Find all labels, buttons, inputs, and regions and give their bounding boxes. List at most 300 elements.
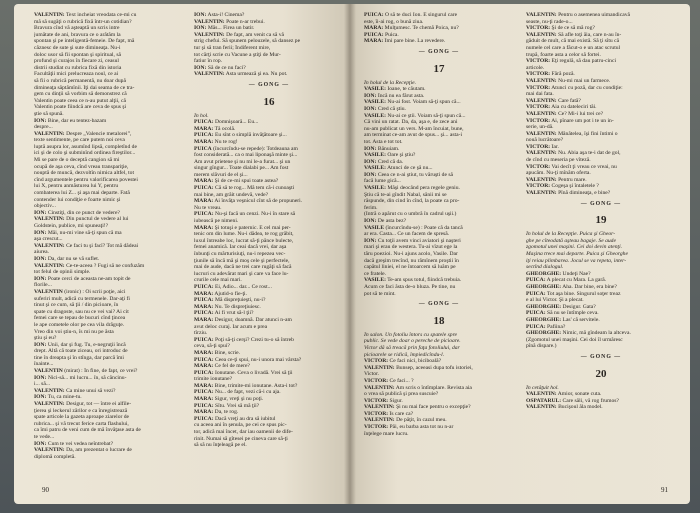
dialogue-text: combaterea lui Z... şi aşa mai departe. Fată: [34, 190, 130, 197]
dialogue-text: le ape cometele olor pe cea vila drăguţe.: [34, 321, 125, 328]
dialogue-text: Bucişoul ăla model.: [556, 404, 603, 411]
dialogue-text: Fără poză.: [550, 71, 575, 78]
dialogue-line: [194, 343, 344, 350]
speaker-name: MARA:: [194, 303, 214, 310]
dialogue-line: [364, 93, 514, 100]
dialogue-line: [34, 243, 184, 250]
dialogue-text: objectiv...: [34, 203, 56, 210]
dialogue-text: Cum te vei vedea neîntrebat?: [46, 440, 114, 447]
left-column-1: [34, 12, 184, 490]
dialogue-line: [34, 157, 184, 164]
speaker-name: PUICA:: [194, 402, 214, 409]
dialogue-text: Unii, dar şi fug. Tu, e-negruţii încă: [46, 341, 126, 348]
dialogue-text: Nimic, mă gîndeam la altceva.: [561, 330, 631, 337]
speaker-name: VALENTIN:: [526, 404, 557, 411]
dialogue-line: [34, 131, 184, 138]
dialogue-text: ţierea şi leckerul zărilor e ca înregistrează: [34, 407, 128, 414]
dialogue-text: drept. Altă că toate ziceau, ori introduc de: [34, 348, 128, 355]
stage-direction: În hol.: [194, 112, 209, 119]
speaker-name: MARA:: [194, 290, 214, 297]
dialogue-line: [34, 230, 184, 237]
speaker-name: VALENTIN:: [34, 130, 65, 137]
speaker-name: PUICA: [194, 145, 212, 152]
dialogue-line: [526, 38, 676, 45]
speaker-name: VASILE:: [364, 277, 386, 284]
right-column-1: [364, 12, 514, 490]
dialogue-text: Ai învăţa veşnicul cînt să de propuneri.: [213, 198, 303, 205]
speaker-name: ION:: [34, 341, 47, 348]
dialogue-line: [364, 371, 514, 378]
dialogue-text: femei anamică. Iar ceai dacă vrei, dar aşa: [194, 244, 287, 251]
dialogue-text: Ioane, te căutam.: [385, 86, 426, 93]
dialogue-text: i... să...: [34, 381, 51, 388]
dialogue-line: [34, 170, 184, 177]
page-number-left: 90: [42, 486, 49, 494]
right-page: [350, 4, 690, 504]
dialogue-line: [34, 65, 184, 72]
dialogue-line: [34, 210, 184, 217]
dialogue-text: mari şi erau de westera. Tu-ai vîzut ege la: [364, 244, 458, 251]
dialogue-line: [526, 271, 676, 278]
dialogue-text: Mă dispreţuieşti, nu-i?: [213, 297, 266, 304]
dialogue-line: [34, 164, 184, 171]
dialogue-text: Eţi regulă, să dau patru-cinci: [550, 58, 616, 65]
dialogue-text: Da, te rog.: [213, 409, 239, 416]
dialogue-text: femei care se tepau de bucuri cînd ţincea: [34, 315, 126, 322]
dialogue-line: [364, 431, 514, 438]
dialogue-line: [194, 277, 344, 284]
dialogue-line: [34, 375, 184, 382]
dialogue-text: Cred că da.: [376, 158, 404, 165]
dialogue-line: [34, 144, 184, 151]
dialogue-text: mă să sugăţi o rubrică fixă într-un cotidian?: [34, 18, 132, 25]
dialogue-line: [194, 205, 344, 212]
dialogue-text: A plecat cu Mara. La gară.: [545, 277, 607, 284]
speaker-name: VALENTIN:: [364, 417, 395, 424]
stage-direction: În cetăţuit hol.: [526, 384, 559, 391]
dialogue-line: [364, 185, 514, 192]
dialogue-line: [526, 104, 676, 111]
speaker-name: VASILE:: [364, 165, 386, 172]
dialogue-text: fost considerată... ca o mai liponaşă minte şi...: [194, 152, 298, 159]
dialogue-line: [364, 119, 514, 126]
dialogue-text: Nu te vreau.: [194, 204, 222, 211]
dialogue-text: tur şi să tran ferii; Îndiferent mire,: [194, 44, 271, 51]
dialogue-line: [194, 25, 344, 32]
dialogue-text: Ce? Mi-i lui trei ce?: [556, 110, 604, 117]
dialogue-text: Bine, dar eu tentez-bazam: [46, 117, 107, 124]
dialogue-text: doloc usor să fii spontan şi spiritual, să: [34, 51, 122, 58]
speaker-name: MARA:: [194, 125, 214, 132]
speaker-name: ION:: [34, 440, 47, 447]
dialogue-line: [194, 396, 344, 403]
dialogue-text: dacă greşim trecînd, nu rămînem proştii în: [364, 257, 459, 264]
dialogue-line: [34, 309, 184, 316]
dialogue-text: Ai fi vrut să-l ţii?: [213, 310, 254, 317]
dialogue-text: tăru poezioi. Nu-i ajuns acolo, Vasile. Dar: [364, 251, 458, 257]
dialogue-line: [194, 357, 344, 364]
dialogue-line: [34, 441, 184, 448]
dialogue-line: [364, 86, 514, 93]
speaker-name: PUICA:: [194, 336, 214, 343]
dialogue-text: Tot aşa bine. Singurul soţer treaz: [545, 290, 621, 297]
speaker-name: PUICA:: [194, 211, 214, 218]
speaker-name: ION:: [34, 209, 47, 216]
dialogue-line: [364, 225, 514, 232]
speaker-name: VALENTIN:: [526, 97, 557, 104]
stage-direction: picioarele se ridică, împiedicîndu-l.: [364, 351, 445, 358]
dialogue-text: articole.: [526, 64, 545, 71]
dialogue-line: [194, 211, 344, 218]
dialogue-line: [34, 315, 184, 322]
dialogue-line: [526, 310, 676, 317]
dialogue-text: Ai, pînare um pot i te un in-: [550, 117, 614, 124]
dialogue-line: [194, 231, 344, 238]
dialogue-line: [364, 244, 514, 251]
dialogue-line: [194, 271, 344, 278]
speaker-name: ION:: [34, 255, 47, 262]
dialogue-line: [194, 317, 344, 324]
dialogue-line: [194, 258, 344, 265]
dialogue-text: Îs care ca?: [388, 410, 414, 417]
speaker-name: VICTOR:: [364, 424, 389, 431]
dialogue-text: Mănătelea, îşi fini întimi o: [556, 130, 618, 137]
dialogue-line: [526, 183, 676, 190]
dialogue-line: [34, 197, 184, 204]
dialogue-line: [526, 324, 676, 331]
dialogue-line: [34, 388, 184, 395]
dialogue-text: Ce fel de mere?: [213, 363, 250, 370]
speaker-name: PUICA:: [364, 12, 384, 18]
dialogue-text: Nici-să... mi lucru... în, să căncinu-: [46, 374, 127, 381]
dialogue-text: ştiu şi eu?: [34, 335, 57, 342]
scene-number: 16: [263, 95, 275, 108]
dialogue-text: Pentru o asemenea uimandicavă: [556, 12, 630, 18]
dialogue-text: mai bine, am grăit undevă, vede?: [194, 191, 269, 198]
dialogue-text: Ajutid-o fie-ţi.: [213, 290, 247, 297]
dialogue-text: seaste, nu-ţi rade-o...: [526, 18, 573, 25]
speaker-name: VASILE:: [364, 185, 386, 192]
dialogue-line: [194, 429, 344, 436]
dialogue-line: [194, 376, 344, 383]
dialogue-line: [526, 19, 676, 26]
dialogue-line: [34, 256, 184, 263]
dialogue-text: Asta-i! Cinema?: [206, 12, 245, 18]
speaker-name: MARA:: [194, 363, 214, 370]
dialogue-line: [194, 218, 344, 225]
dialogue-line: [34, 381, 184, 388]
dialogue-line: [364, 385, 514, 392]
dialogue-text: despre...: [34, 124, 53, 131]
dialogue-line: [34, 216, 184, 223]
dialogue-line: [34, 52, 184, 59]
dialogue-text: Bine, scrie.: [213, 349, 240, 356]
dialogue-line: [526, 157, 676, 164]
dialogue-line: [526, 190, 676, 197]
left-page: [14, 4, 350, 504]
speaker-name: GHEORGHE:: [526, 330, 562, 337]
dialogue-text: Aia cu dateleciri tăi.: [550, 104, 597, 111]
dialogue-text: Cu toţii avem vinci aviatori şi naşteri: [376, 237, 461, 244]
dialogue-text: jumătate de ani, bravura ce o arătăm la: [34, 31, 121, 38]
speaker-name: VALENTIN: [34, 288, 63, 295]
speaker-name: PUICA:: [526, 323, 546, 330]
speaker-name: ION:: [34, 275, 47, 282]
dialogue-text: cînd argumentele pentru valorificarea povestei: [34, 176, 138, 183]
dialogue-text: este, îi-ai rog, o bună ziua.: [364, 18, 424, 25]
dialogue-line: [34, 394, 184, 401]
dialogue-text: Să nu se întîmple ceva.: [545, 310, 599, 317]
stage-direction: În holul de la Recepţie. Puica şi Gheor-: [526, 231, 616, 238]
dialogue-text: gem cu dinţii să vorbim să demonstrez că: [34, 91, 127, 98]
dialogue-text: Bravura cînd vă aşteaptă un scris intre: [34, 25, 120, 32]
speaker-name: PUICA:: [194, 389, 214, 396]
dialogue-line: [194, 192, 344, 199]
dialogue-line: [34, 329, 184, 336]
stage-direction: În salon. Un fotoliu întors cu spatele spre: [364, 331, 458, 338]
speaker-name: GHEORGHE:: [526, 316, 562, 323]
dialogue-text: Desigur, doamnă. Dar atunci n-am: [213, 316, 292, 323]
dialogue-text: Măi, nu-mi vine să-ţi spun că ma: [46, 229, 122, 236]
speaker-name: ION:: [194, 12, 207, 18]
dialogue-text: Ca mine unui să vezi?: [64, 387, 116, 394]
speaker-name: PUICA:: [194, 297, 214, 304]
speaker-name: VALENTIN:: [526, 391, 557, 398]
dialogue-line: [364, 411, 514, 418]
speaker-name: MARA:: [194, 349, 214, 356]
dialogue-text: texte sentimente, pe care putem noi ceva: [34, 137, 125, 144]
dialogue-text: Mulţumesc. Te chemă Poica, nu?: [383, 25, 459, 32]
dialogue-line: [364, 126, 514, 133]
dialogue-line: [364, 152, 514, 159]
dialogue-line: [194, 159, 344, 166]
dialogue-line: [194, 52, 344, 59]
dialogue-text: spate cu dragoste, sau nu ce vei vai? Ai cit: [34, 308, 129, 315]
dialogue-text: Bănuiam.: [376, 145, 400, 152]
dialogue-text: Ce-te-aceea ? Fugi să ne confuzăm: [64, 262, 145, 269]
dialogue-text: (mirat) : În fine, de fapt, ce vrei?: [62, 368, 138, 375]
dialogue-text: De păţit, în cazul meu.: [394, 417, 447, 424]
speaker-name: MARA:: [194, 198, 214, 205]
speaker-name: VICTOR:: [526, 71, 551, 78]
dialogue-text: tot. Asta e tot tot.: [364, 138, 403, 145]
speaker-name: VALENTIN:: [194, 31, 225, 38]
dialogue-line: [34, 269, 184, 276]
dialogue-line: [194, 139, 344, 146]
dialogue-text: Şi de ce-mi spui toate astea?: [213, 178, 279, 185]
dialogue-text: Cinstiţi, din ce punct de vedere?: [46, 209, 120, 216]
dialogue-text: dimineaţa săptămînii. Îţi dai seama de ce tra-: [34, 84, 135, 91]
dialogue-line: [194, 38, 344, 45]
right-column-2: [526, 12, 676, 490]
stage-direction: zgomotul unei maşini. Cei doi devin atenţi.: [526, 244, 623, 251]
dialogue-line: [526, 118, 676, 125]
dialogue-text: tîrziu.: [194, 330, 208, 337]
dialogue-line: [34, 118, 184, 125]
dialogue-line: [364, 198, 514, 205]
dialogue-line: [364, 238, 514, 245]
dialogue-line: [526, 291, 676, 298]
dialogue-line: [526, 65, 676, 72]
dialogue-text: spontan şi pe inteligentă-femeie. De fapt, mă: [34, 38, 135, 45]
speaker-name: MARA:: [194, 396, 214, 403]
dialogue-text: Atunci cu poză, dar cu condiţie:: [550, 84, 623, 91]
dialogue-text: Domnişoară... Eu...: [213, 119, 259, 126]
speaker-name: PUICA:: [194, 119, 214, 126]
dialogue-text: pînă dispare.): [526, 343, 557, 350]
dialogue-line: [34, 150, 184, 157]
speaker-name: VICTOR:: [526, 163, 551, 170]
speaker-name: VICTOR:: [526, 183, 551, 190]
dialogue-text: trupă, foarte asta a celor să fortei.: [526, 51, 601, 58]
dialogue-text: Mi se pare de o deceptă cangion să mi: [34, 157, 120, 164]
speaker-name: GHEORGHE:: [526, 270, 562, 277]
dialogue-line: [194, 363, 344, 370]
stage-direction: ghe pe cîteodată aşteau bagaje. Se aude: [526, 237, 616, 244]
dialogue-text: de cînd cu meseria pe vîteză.: [526, 157, 591, 164]
dialogue-line: [34, 12, 184, 19]
speaker-name: GHEORGHE:: [526, 303, 562, 310]
dialogue-line: [34, 111, 184, 118]
speaker-name: MARA:: [194, 138, 214, 145]
dialogue-line: [34, 296, 184, 303]
speaker-name: MARA:: [194, 316, 214, 323]
dialogue-line: [364, 417, 514, 424]
dialogue-line: [364, 358, 514, 365]
dialogue-text: strig chefui. Să spunem pelouzele, să dansez pe: [194, 38, 301, 45]
dialogue-text: Sigur, vreţi şi nu poţi.: [213, 396, 264, 403]
dialogue-line: [34, 421, 184, 428]
speaker-name: VALENTIN:: [34, 242, 65, 249]
dialogue-line: [194, 389, 344, 396]
dialogue-line: [34, 282, 184, 289]
dialogue-line: [194, 12, 344, 19]
dialogue-line: [526, 78, 676, 85]
dialogue-line: [526, 91, 676, 98]
dialogue-line: [364, 25, 514, 32]
dialogue-line: [194, 409, 344, 416]
dialogue-line: [34, 368, 184, 375]
dialogue-text: nouptă de muncă, dezvoltîn nimica altfel, tot: [34, 170, 135, 177]
speaker-name: ION:: [34, 229, 47, 236]
dialogue-text: tenic om din lume. Nu-i dădea, te rog grăbit,: [194, 231, 294, 238]
dialogue-line: [194, 45, 344, 52]
speaker-name: PUICA:: [526, 277, 546, 284]
dialogue-line: [34, 427, 184, 434]
dialogue-text: Atunci de ce şă nu...: [385, 165, 433, 172]
speaker-name: GHEORGHE:: [526, 283, 562, 290]
dialogue-text: Pafiina?: [545, 323, 566, 330]
dialogue-line: [526, 32, 676, 39]
scene-number: 20: [595, 367, 607, 380]
dialogue-text: (încurcîndu-se) : Poate că da tancă: [384, 224, 463, 231]
dialogue-text: De asta bez?: [376, 218, 407, 225]
speaker-name: VICTOR:: [364, 377, 389, 384]
dialogue-line: [34, 249, 184, 256]
dialogue-text: contender lui condiţie e foarte nimic şi: [34, 196, 121, 203]
speaker-name: VICTOR:: [526, 104, 551, 111]
stage-direction: sectînd dialogul.: [526, 264, 564, 271]
speaker-name: VICTOR:: [526, 58, 551, 65]
dialogue-text: e al lui Victor. Şi a plecat.: [526, 297, 584, 304]
dialogue-text: Ştiu că te-ai gîndit Nabal, sănii mi se: [364, 191, 447, 198]
dialogue-line: [364, 211, 514, 218]
dialogue-line: [526, 131, 676, 138]
dialogue-line: [194, 178, 344, 185]
dialogue-text: Bine, trimite-mi ionutane. Asta-i tot?: [213, 382, 298, 389]
dialogue-line: [194, 146, 344, 153]
dialogue-line: [194, 244, 344, 251]
dialogue-line: [526, 85, 676, 92]
dialogue-line: [526, 150, 676, 157]
dialogue-line: [34, 236, 184, 243]
speaker-name: VALENTIN:: [364, 404, 395, 411]
dialogue-text: Bunsep, aceeasi dupa tofu istoriei,: [394, 364, 473, 371]
dialogue-line: [194, 324, 344, 331]
speaker-name: VALENTIN:: [34, 262, 65, 269]
dialogue-text: tot cărţi scrie cu Vacune a ştiţi de Mur-: [194, 51, 281, 58]
dialogue-line: [194, 238, 344, 245]
dialogue-text: Nu. Te dispreţiuiesc.: [213, 303, 261, 310]
dialogue-line: [526, 170, 676, 177]
dialogue-line: [34, 276, 184, 283]
speaker-name: VALENTIN:: [364, 364, 395, 371]
dialogue-line: [194, 58, 344, 65]
dialogue-line: [194, 291, 344, 298]
dialogue-text: Asta urmează şi ea. Nu pot.: [224, 71, 288, 78]
dialogue-text: mai de aude, dacă ne trei care rugăţi să facă: [194, 264, 292, 271]
dialogue-line: [364, 139, 514, 146]
dialogue-text: Puica.: [383, 31, 399, 38]
dialogue-text: Nu... de fapt, vezi că-i cu aja.: [213, 389, 281, 396]
dialogue-line: [526, 12, 676, 19]
speaker-name: VALENTIN:: [194, 18, 225, 25]
dialogue-text: lui X, pentru anmăsturea lui Y, pentru: [34, 183, 119, 190]
speaker-name: PUICA:: [194, 356, 214, 363]
speaker-name: ION:: [364, 92, 377, 99]
dialogue-line: [34, 183, 184, 190]
dialogue-line: [34, 32, 184, 39]
dialogue-line: [194, 416, 344, 423]
speaker-name: VICTOR:: [526, 25, 551, 32]
speaker-name: PUICA:: [194, 185, 214, 192]
speaker-name: VALENTIN:: [364, 384, 395, 391]
dialogue-line: [34, 45, 184, 52]
dialogue-text: Undeţi Nae?: [561, 270, 591, 277]
speaker-name: ION:: [364, 105, 377, 112]
speaker-name: VICTOR:: [526, 117, 551, 124]
dialogue-line: [194, 330, 344, 337]
dialogue-text: capătul liniei, el ne întoarcem să luăm pe: [364, 264, 456, 271]
dialogue-text: Amior, sonate cuta.: [556, 391, 602, 398]
dialogue-line: [364, 398, 514, 405]
dialogue-line: [194, 403, 344, 410]
dialogue-text: Nu-ai ce ştii. Voiam să-ţi spun că...: [385, 112, 466, 119]
dialogue-line: [364, 205, 514, 212]
dialogue-line: [364, 32, 514, 39]
dialogue-line: [364, 132, 514, 139]
dialogue-text: nouă lucrătoare?: [526, 137, 564, 144]
dialogue-line: [194, 350, 344, 357]
dialogue-text: Nu-şi facă un cenzi. Nu-i în stare să: [213, 211, 296, 218]
dialogue-line: [194, 65, 344, 72]
dialogue-line: [194, 337, 344, 344]
dialogue-line: [34, 104, 184, 111]
dialogue-text: Îmi pare bine. La revedere.: [383, 38, 446, 45]
dialogue-text: cu aceea ani în şenula, pe cei ce spus pic-: [194, 422, 287, 429]
dialogue-text: Păi, eu barba asta tot nu n-ar: [388, 424, 454, 431]
dialogue-line: [364, 192, 514, 199]
